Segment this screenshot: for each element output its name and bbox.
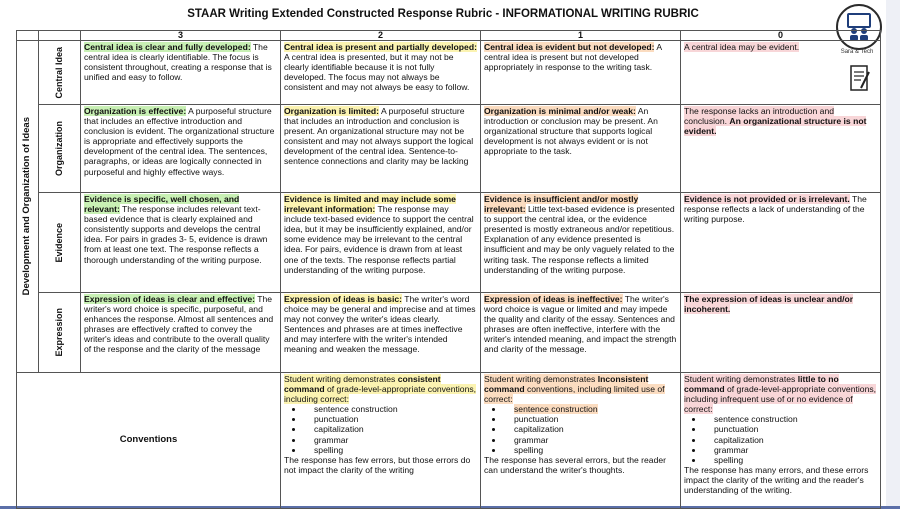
- conventions-label: Conventions: [17, 373, 281, 509]
- rubric-cell: The expression of ideas is unclear and/or incoherent.: [681, 293, 881, 373]
- list-item: • spelling: [304, 445, 477, 455]
- row-label: Evidence: [54, 222, 65, 263]
- score-header: 3: [81, 31, 281, 41]
- rubric-cell: Expression of ideas is ineffective: The writer's word choice is vague or limited and may impede the quality and clarity of the essay. Sentences and phrases are often ineffective, interfere with the writer's intended meaning, and impact the strength and clarity of the message.: [481, 293, 681, 373]
- rubric-cell: The response lacks an introduction and conclusion. An organizational structure is not evident.: [681, 105, 881, 193]
- row-label: Central Idea: [54, 46, 65, 99]
- rubric-cell: Organization is effective: A purposeful structure that includes an effective introduction and conclusion is evident. The organizational structure is appropriate and effectively supports the development of the central idea. The sentences, paragraphs, or ideas are logically connected in purposeful and highly effective ways.: [81, 105, 281, 193]
- group-label-cell: [17, 41, 39, 373]
- score-header: 2: [281, 31, 481, 41]
- conventions-list: [484, 404, 677, 454]
- rubric-cell: Central idea is evident but not developed: A central idea is present but not developed appropriately in response to the writing task.: [481, 41, 681, 105]
- row-label: Expression: [54, 308, 65, 357]
- rubric-cell: Student writing demonstrates consistent command of grade-level-appropriate conventions, including correct: • sentence construction • punctuation • capitalization • grammar • spelling The response has few errors, but those errors do not impact the clarity of the writing: [281, 373, 481, 509]
- rubric-cell: Student writing demonstrates Inconsistent command conventions, including limited use of correct: • sentence construction • punctuation • capitalization • grammar • spelling The response has several errors, but the reader can understand the writer's thoughts.: [481, 373, 681, 509]
- rubric-cell: Organization is minimal and/or weak: An introduction or conclusion may be present. An organizational structure that supports logical development is not always evident or is not appropriate to the task.: [481, 105, 681, 193]
- conventions-list: [684, 414, 877, 464]
- rubric-cell: Evidence is not provided or is irrelevant. The response reflects a lack of understanding of the writing purpose.: [681, 193, 881, 293]
- list-item: • sentence construction: [304, 404, 477, 414]
- rubric-cell: Evidence is limited and may include some irrelevant information: The response may include text-based evidence to support the central idea, but it may be insufficiently explained, and/or some evidence may be irrelevant to the central idea. For pairs, evidence is drawn from at least one of the texts. The response reflects partial understanding of the writing purpose.: [281, 193, 481, 293]
- row-label: Organization: [54, 120, 65, 176]
- list-item: • sentence construction: [504, 404, 677, 414]
- logo-caption: Sara & Tech: [840, 49, 874, 55]
- row-expression: [17, 293, 881, 373]
- rubric-cell: Organization is limited: A purposeful structure that includes an introduction and conclusion is present. An organizational structure may not be consistent and may not always support the logical development of the central idea. Sentence-to-sentence connections and clarity may be lacking: [281, 105, 481, 193]
- conventions-list: [284, 404, 477, 454]
- group-label: Development and Organization of Ideas: [21, 117, 33, 296]
- list-item: • punctuation: [304, 414, 477, 424]
- score-header: 0: [681, 31, 881, 41]
- list-item: • grammar: [504, 435, 677, 445]
- row-evidence: [17, 193, 881, 293]
- list-item: • spelling: [704, 455, 877, 465]
- rubric-cell: Central idea is present and partially developed: A central idea is presented, but it may not be clearly identifiable because it is not fully developed. The focus may not always be consistent and may not always be easy to follow.: [281, 41, 481, 105]
- rubric-table: [16, 30, 881, 509]
- rubric-cell: Evidence is insufficient and/or mostly irrelevant: Little text-based evidence is presented to support the central idea, or the evidence presented is mostly extraneous and/or repetitious. Explanation of any evidence presented is insufficient and may be only vaguely related to the writing task. The response reflects a limited understanding of the writing purpose.: [481, 193, 681, 293]
- rubric-title: STAAR Writing Extended Constructed Response Rubric - INFORMATIONAL WRITING RUBRIC: [187, 8, 699, 20]
- list-item: • capitalization: [704, 435, 877, 445]
- list-item: • capitalization: [504, 424, 677, 434]
- list-item: • sentence construction: [704, 414, 877, 424]
- row-organization: [17, 105, 881, 193]
- right-edge: [886, 0, 900, 506]
- list-item: • punctuation: [504, 414, 677, 424]
- score-header-row: [17, 31, 881, 41]
- rubric-cell: Expression of ideas is basic: The writer's word choice may be general and imprecise and at times may not convey the writer's ideas clearly. Sentences and phrases are at times ineffective and may interfere with the writer's intended meaning and weaken the message.: [281, 293, 481, 373]
- list-item: • capitalization: [304, 424, 477, 434]
- row-central-idea: [17, 41, 881, 105]
- rubric-cell: Student writing demonstrates little to no command of grade-level-appropriate conventions, including infrequent use of or no evidence of correct: • sentence construction • punctuation • capitalization • grammar • spelling The response has many errors, and these errors impact the clarity of the writing and the reader's understanding of the writing.: [681, 373, 881, 509]
- list-item: • punctuation: [704, 424, 877, 434]
- rubric-cell: Evidence is specific, well chosen, and relevant: The response includes relevant text-based evidence that is clearly explained and consistently supports and develops the central idea. For pairs in grades 3- 5, evidence is drawn from at least one text. The response reflects a thorough understanding of the writing purpose.: [81, 193, 281, 293]
- rubric-cell: Expression of ideas is clear and effective: The writer's word choice is specific, purposeful, and enhances the response. Almost all sentences and phrases are effectively crafted to convey the writer's ideas and contribute to the overall quality of the response and the clarity of the message: [81, 293, 281, 373]
- rubric-cell: A central idea may be evident.: [681, 41, 881, 105]
- list-item: • grammar: [704, 445, 877, 455]
- row-conventions: [17, 373, 881, 509]
- rubric-cell: Central idea is clear and fully developed: The central idea is clearly identifiable. The focus is consistent throughout, creating a response that is unified and easy to follow.: [81, 41, 281, 105]
- list-item: • spelling: [504, 445, 677, 455]
- score-header: 1: [481, 31, 681, 41]
- list-item: • grammar: [304, 435, 477, 445]
